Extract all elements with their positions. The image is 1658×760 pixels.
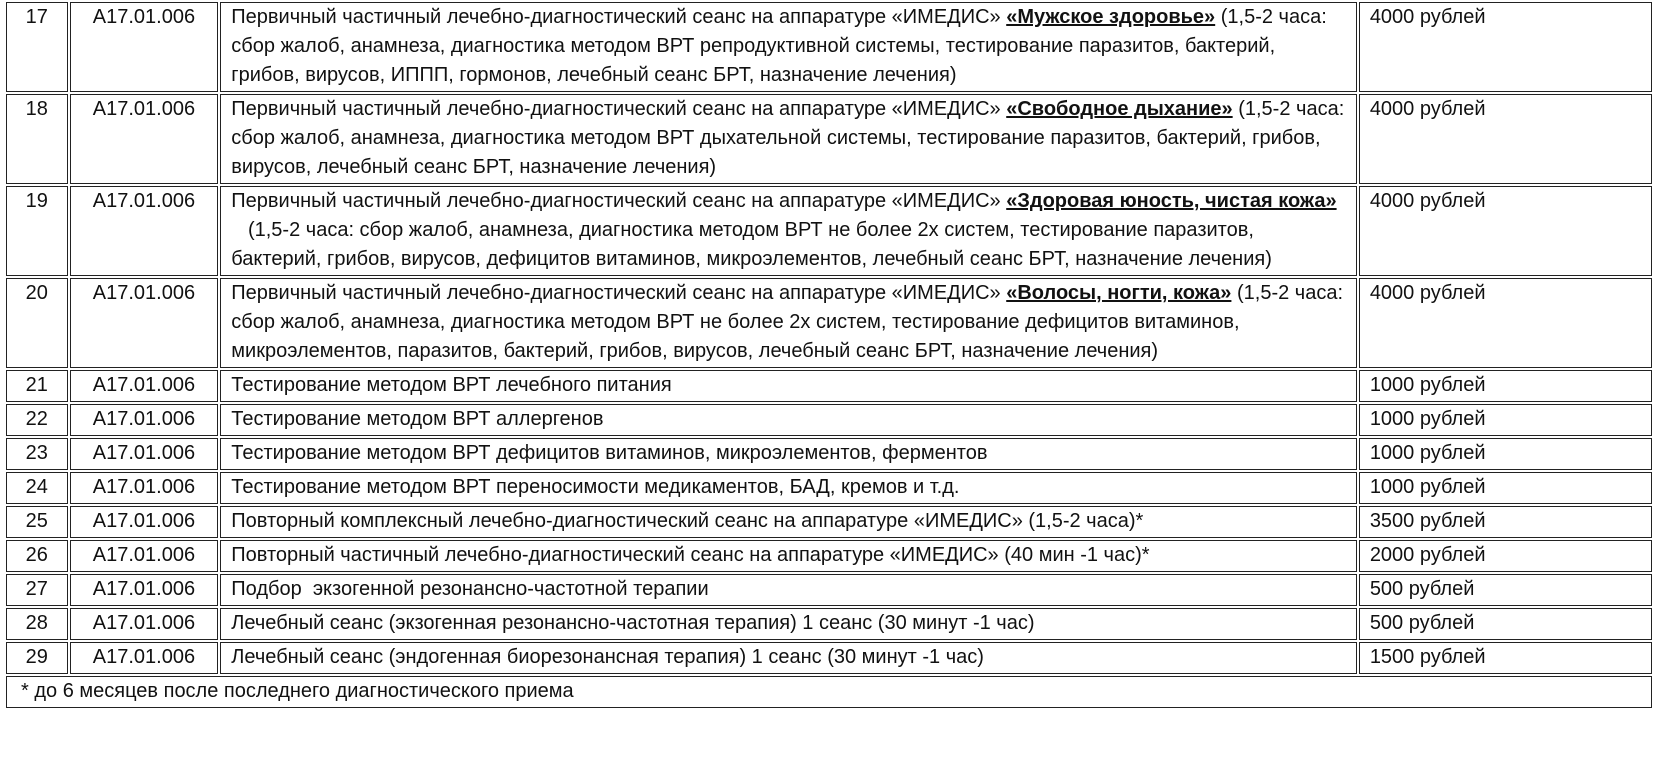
table-row: [6, 608, 1652, 640]
service-lead: Первичный частичный лечебно-диагностический сеанс на аппаратуре «ИМЕДИС»: [231, 6, 1001, 28]
service-description: Лечебный сеанс (эндогенная биорезонансная терапия) 1 сеанс (30 минут -1 час): [220, 642, 1357, 674]
price-table: [4, 0, 1654, 710]
row-number: 27: [6, 574, 68, 606]
table-row: [6, 574, 1652, 606]
service-code: A17.01.006: [70, 186, 219, 276]
service-lead: Первичный частичный лечебно-диагностический сеанс на аппаратуре «ИМЕДИС»: [231, 282, 1001, 304]
footnote: * до 6 месяцев после последнего диагностического приема: [6, 676, 1652, 708]
program-name: «Мужское здоровье»: [1006, 6, 1216, 28]
table-row: [6, 506, 1652, 538]
service-description: Тестирование методом ВРТ дефицитов витаминов, микроэлементов, ферментов: [220, 438, 1357, 470]
service-price: 4000 рублей: [1359, 2, 1652, 92]
service-lead: Первичный частичный лечебно-диагностический сеанс на аппаратуре «ИМЕДИС»: [231, 98, 1001, 120]
service-code: A17.01.006: [70, 438, 219, 470]
table-row: [6, 642, 1652, 674]
service-code: A17.01.006: [70, 642, 219, 674]
service-description: [220, 186, 1357, 276]
table-row: [6, 370, 1652, 402]
row-number: 26: [6, 540, 68, 572]
service-lead: Первичный частичный лечебно-диагностический сеанс на аппаратуре «ИМЕДИС»: [231, 190, 1001, 212]
service-code: A17.01.006: [70, 2, 219, 92]
program-name: «Здоровая юность, чистая кожа»: [1006, 190, 1337, 212]
service-code: A17.01.006: [70, 506, 219, 538]
service-code: A17.01.006: [70, 540, 219, 572]
service-details: (1,5-2 часа: сбор жалоб, анамнеза, диагностика методом ВРТ репродуктивной системы, тестирование паразитов, бактерий, грибов, вирусов, ИППП, гормонов, лечебный сеанс БРТ, назначение лечения): [231, 6, 1327, 86]
service-price: 4000 рублей: [1359, 94, 1652, 184]
service-code: A17.01.006: [70, 278, 219, 368]
service-description: Подбор экзогенной резонансно-частотной терапии: [220, 574, 1357, 606]
service-details: (1,5-2 часа: сбор жалоб, анамнеза, диагностика методом ВРТ не более 2х систем, тестирование дефицитов витаминов, микроэлементов, паразитов, бактерий, грибов, вирусов, лечебный сеанс БРТ, назначение лечения): [231, 282, 1344, 362]
service-code: A17.01.006: [70, 94, 219, 184]
row-number: 22: [6, 404, 68, 436]
table-row: [6, 404, 1652, 436]
row-number: 17: [6, 2, 68, 92]
service-description: Тестирование методом ВРТ переносимости медикаментов, БАД, кремов и т.д.: [220, 472, 1357, 504]
service-code: A17.01.006: [70, 574, 219, 606]
service-price: 2000 рублей: [1359, 540, 1652, 572]
table-row: [6, 472, 1652, 504]
table-row: [6, 186, 1652, 276]
service-description: Повторный частичный лечебно-диагностический сеанс на аппаратуре «ИМЕДИС» (40 мин -1 час)*: [220, 540, 1357, 572]
service-price: 1000 рублей: [1359, 472, 1652, 504]
row-number: 20: [6, 278, 68, 368]
service-details: (1,5-2 часа: сбор жалоб, анамнеза, диагностика методом ВРТ не более 2х систем, тестирование паразитов, бактерий, грибов, вирусов, дефицитов витаминов, микроэлементов, лечебный сеанс БРТ, назначение лечения): [231, 219, 1272, 270]
service-description: Тестирование методом ВРТ аллергенов: [220, 404, 1357, 436]
service-description: [220, 278, 1357, 368]
service-price: 4000 рублей: [1359, 278, 1652, 368]
table-row: [6, 438, 1652, 470]
program-name: «Волосы, ногти, кожа»: [1006, 282, 1232, 304]
service-details: (1,5-2 часа: сбор жалоб, анамнеза, диагностика методом ВРТ дыхательной системы, тестирование паразитов, бактерий, грибов, вирусов, лечебный сеанс БРТ, назначение лечения): [231, 98, 1345, 178]
table-row: [6, 2, 1652, 92]
row-number: 25: [6, 506, 68, 538]
table-row: [6, 540, 1652, 572]
service-description: Тестирование методом ВРТ лечебного питания: [220, 370, 1357, 402]
row-number: 28: [6, 608, 68, 640]
service-price: 4000 рублей: [1359, 186, 1652, 276]
service-price: 1500 рублей: [1359, 642, 1652, 674]
service-price: 3500 рублей: [1359, 506, 1652, 538]
row-number: 18: [6, 94, 68, 184]
service-price: 1000 рублей: [1359, 404, 1652, 436]
service-price: 500 рублей: [1359, 608, 1652, 640]
table-row: [6, 278, 1652, 368]
service-description: [220, 2, 1357, 92]
service-code: A17.01.006: [70, 404, 219, 436]
row-number: 23: [6, 438, 68, 470]
service-price: 1000 рублей: [1359, 370, 1652, 402]
service-description: Лечебный сеанс (экзогенная резонансно-частотная терапия) 1 сеанс (30 минут -1 час): [220, 608, 1357, 640]
footnote-row: [6, 676, 1652, 708]
service-price: 1000 рублей: [1359, 438, 1652, 470]
service-code: A17.01.006: [70, 608, 219, 640]
table-row: [6, 94, 1652, 184]
row-number: 29: [6, 642, 68, 674]
service-description: [220, 94, 1357, 184]
program-name: «Свободное дыхание»: [1006, 98, 1233, 120]
service-code: A17.01.006: [70, 370, 219, 402]
service-price: 500 рублей: [1359, 574, 1652, 606]
row-number: 19: [6, 186, 68, 276]
row-number: 21: [6, 370, 68, 402]
service-code: A17.01.006: [70, 472, 219, 504]
service-description: Повторный комплексный лечебно-диагностический сеанс на аппаратуре «ИМЕДИС» (1,5-2 часа)*: [220, 506, 1357, 538]
row-number: 24: [6, 472, 68, 504]
